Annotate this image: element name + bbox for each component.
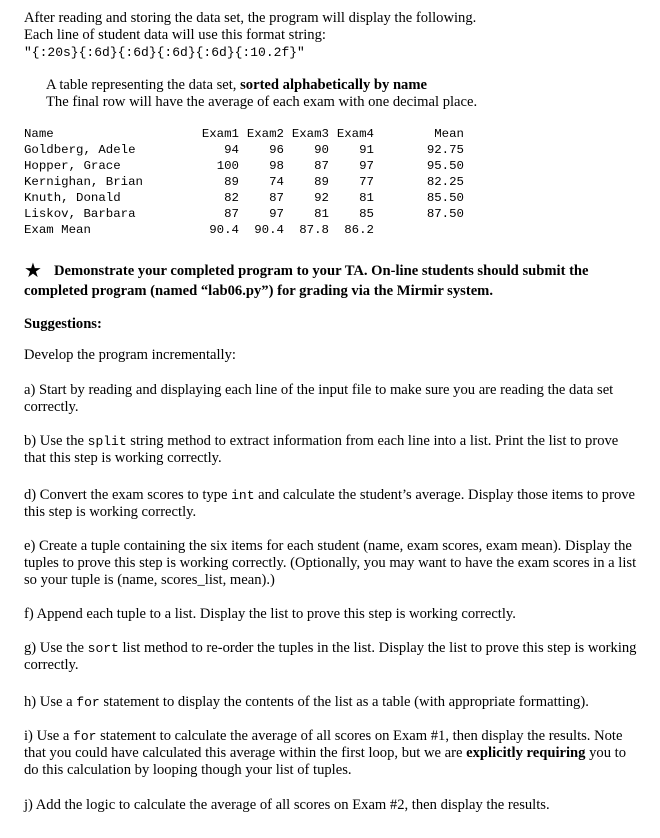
cell-name: Hopper, Grace [24,159,121,173]
cell-name: Liskov, Barbara [24,207,136,221]
table-row [24,142,464,158]
table-row [24,174,464,190]
header-exam3: Exam3 [291,127,329,141]
step-h-text-rest: statement to display the contents of the list as a table (with appropriate formatting). [99,694,589,710]
demonstrate-line-2: completed program (named “lab06.py”) for grading via the Mirmir system. [24,283,493,299]
cell-exam3: 92 [314,191,329,205]
cell-mean: 85.50 [426,191,464,205]
cell-exam3: 81 [314,207,329,221]
step-i-text: i) Use a [24,728,74,744]
intro-line-2: Each line of student data will use this format string: [24,27,326,43]
cell-exam1: 87 [224,207,239,221]
header-mean: Mean [434,127,464,141]
intro-paragraph [24,10,642,61]
table-row [24,158,464,174]
demonstrate-note [24,260,642,301]
table-description-line-1 [46,77,642,94]
step-i [24,728,642,779]
step-b-text: b) Use the [24,433,88,449]
for-code: for [73,729,97,744]
step-f: f) Append each tuple to a list. Display the list to prove this step is working correctly. [24,606,516,622]
cell-name: Knuth, Donald [24,191,121,205]
sorted-by-name-emphasis: sorted alphabetically by name [240,77,427,93]
table-description-text: A table representing the data set, [46,77,241,93]
cell-exam2: 98 [269,159,284,173]
table-description [46,77,642,111]
cell-exam1: 89 [224,175,239,189]
cell-mean: 95.50 [426,159,464,173]
cell-exam1: 100 [216,159,239,173]
scores-table [24,126,464,238]
cell-exam4: 77 [359,175,374,189]
cell-exam4: 91 [359,143,374,157]
cell-exam2: 96 [269,143,284,157]
step-i-text-mid: statement to calculate the average of all scores on Exam #1, then display the results. Note that you could have calculated this average within the first loop, but we are [24,728,623,761]
demonstrate-text: Demonstrate your completed program to your TA. On-line students should submit the [53,263,589,279]
cell-name: Kernighan, Brian [24,175,143,189]
suggestions-heading: Suggestions: [24,316,102,332]
header-exam2: Exam2 [246,127,284,141]
cell-mean: 82.25 [426,175,464,189]
step-h-text: h) Use a [24,694,77,710]
intro-line-1: After reading and storing the data set, the program will display the following. [24,10,477,26]
header-exam1: Exam1 [201,127,239,141]
cell-exam1: 94 [224,143,239,157]
step-g [24,640,642,674]
split-code: split [87,434,127,449]
develop-incrementally: Develop the program incrementally: [24,347,236,363]
int-code: int [231,488,255,503]
step-d [24,487,642,521]
cell-exam3: 90 [314,143,329,157]
cell-exam4: 81 [359,191,374,205]
cell-exam4: 85 [359,207,374,221]
table-row [24,206,464,222]
step-g-text-rest: list method to re-order the tuples in the list. Display the list to prove this step is working correctly. [24,640,637,673]
step-d-text-rest: and calculate the student’s average. Display those items to prove this step is working correctly. [24,487,636,520]
cell-mean: 92.75 [426,143,464,157]
step-h [24,694,642,711]
exam1-mean: 90.4 [209,223,239,237]
exam4-mean: 86.2 [344,223,374,237]
cell-exam2: 87 [269,191,284,205]
cell-exam3: 87 [314,159,329,173]
table-row [24,190,464,206]
step-a: a) Start by reading and displaying each line of the input file to make sure you are reading the data set correctly. [24,382,614,415]
sort-code: sort [87,641,119,656]
step-d-text: d) Convert the exam scores to type [24,487,232,503]
step-i-text-rest: you to do this calculation by looping though your list of tuples. [24,745,626,778]
header-exam4: Exam4 [336,127,374,141]
exam2-mean: 90.4 [254,223,284,237]
star-icon: ★ [24,258,42,282]
table-header-row [24,126,464,142]
overall-mean-empty [374,222,464,238]
cell-exam3: 89 [314,175,329,189]
cell-mean: 87.50 [426,207,464,221]
step-j: j) Add the logic to calculate the average of all scores on Exam #2, then display the results. [24,797,550,813]
exam-mean-label: Exam Mean [24,223,91,237]
cell-exam2: 74 [269,175,284,189]
step-g-text: g) Use the [24,640,88,656]
header-name: Name [24,127,54,141]
cell-exam1: 82 [224,191,239,205]
step-b [24,433,642,467]
table-description-line-2: The final row will have the average of each exam with one decimal place. [46,94,478,110]
exam3-mean: 87.8 [299,223,329,237]
demonstrate-line-1 [24,260,642,281]
explicitly-requiring-emphasis: explicitly requiring [466,745,586,761]
exam-mean-row [24,222,464,238]
cell-exam4: 97 [359,159,374,173]
format-string: "{:20s}{:6d}{:6d}{:6d}{:6d}{:10.2f}" [24,45,305,60]
cell-name: Goldberg, Adele [24,143,136,157]
step-b-text-rest: string method to extract information from each line into a list. Print the list to prove that this step is working correctly. [24,433,619,466]
cell-exam2: 97 [269,207,284,221]
for-code: for [76,695,100,710]
step-e: e) Create a tuple containing the six items for each student (name, exam scores, exam mean). Display the tuples to prove this step is working correctly. (Optionally, you may want to have the exam scores in a list so your tuple is (name, scores_list, mean).) [24,538,637,588]
